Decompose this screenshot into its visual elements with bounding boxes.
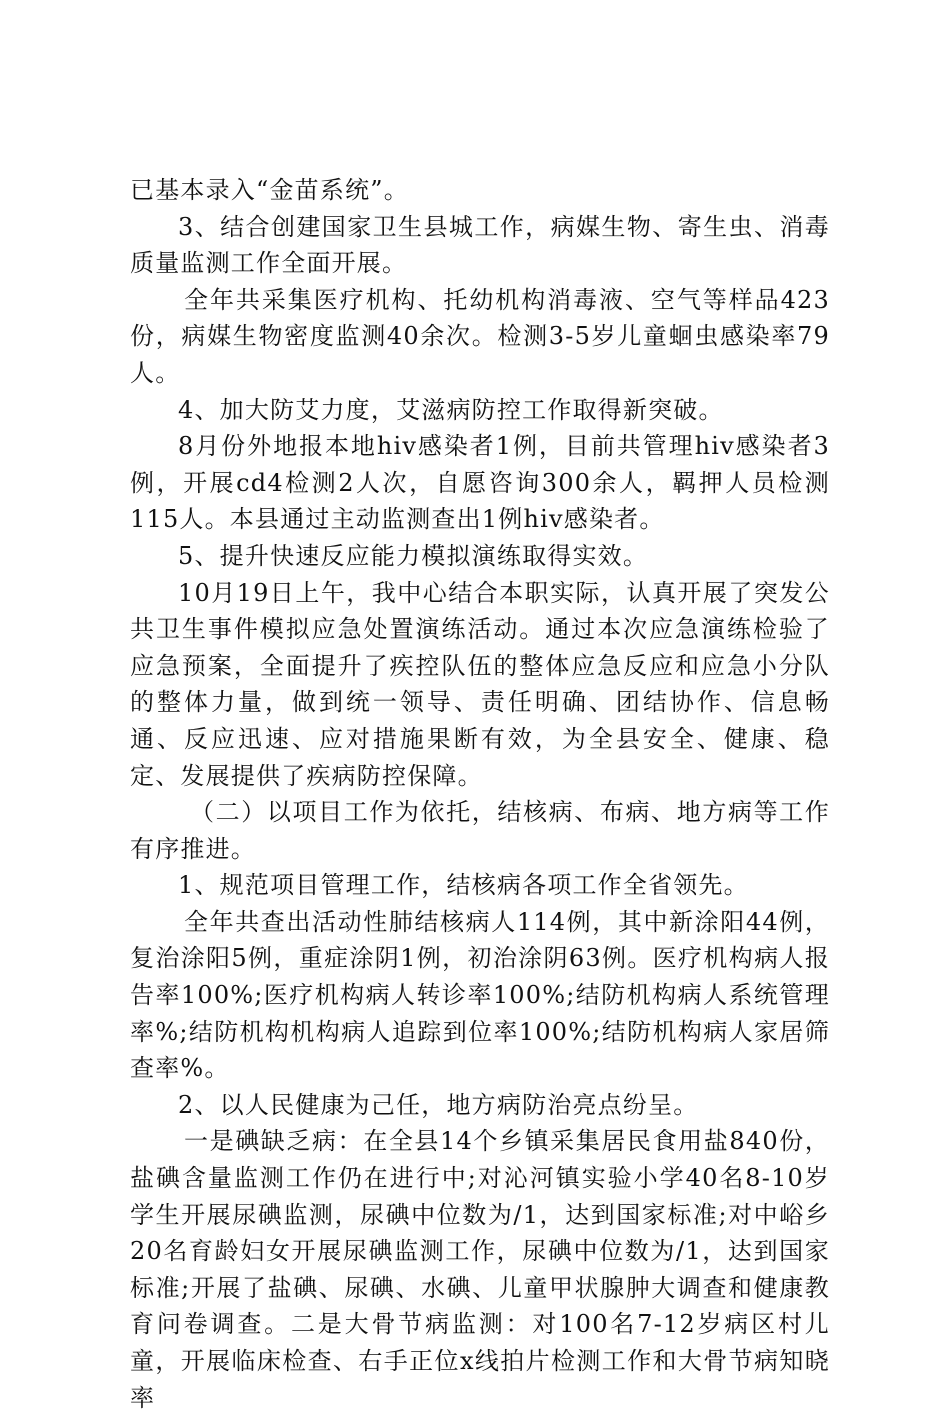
paragraph-sampling: 全年共采集医疗机构、托幼机构消毒液、空气等样品423份，病媒生物密度监测40余次。检测3-5岁儿童蛔虫感染率79人。 bbox=[130, 285, 830, 387]
paragraph-tb: 全年共查出活动性肺结核病人114例，其中新涂阳44例，复治涂阳5例，重症涂阴1例，初治涂阴63例。医疗机构病人报告率100%;医疗机构病人转诊率100%;结防机构病人系统管理率%;结防机构机构病人追踪到位率100%;结防机构病人家居筛查率%。 bbox=[130, 907, 830, 1083]
paragraph-iodine: 一是碘缺乏病：在全县14个乡镇采集居民食用盐840份，盐碘含量监测工作仍在进行中;对沁河镇实验小学40名8-10岁学生开展尿碘监测，尿碘中位数为/1，达到国家标准;对中峪乡20名育龄妇女开展尿碘监测工作，尿碘中位数为/1，达到国家标准;开展了盐碘、尿碘、水碘、儿童甲状腺肿大调查和健康教育问卷调查。二是大骨节病监测：对100名7-12岁病区村儿童，开展临床检查、右手正位x线拍片检测工作和大骨节病知晓率 bbox=[130, 1127, 830, 1412]
paragraph-section-2: （二）以项目工作为依托，结核病、布病、地方病等工作有序推进。 bbox=[130, 798, 830, 863]
paragraph-heading-4: 4、加大防艾力度，艾滋病防控工作取得新突破。 bbox=[178, 395, 724, 424]
paragraph-heading-5: 5、提升快速反应能力模拟演练取得实效。 bbox=[178, 541, 649, 570]
document-body bbox=[130, 172, 830, 1416]
paragraph-heading-3: 3、结合创建国家卫生县城工作，病媒生物、寄生虫、消毒质量监测工作全面开展。 bbox=[130, 212, 830, 278]
paragraph-drill: 10月19日上午，我中心结合本职实际，认真开展了突发公共卫生事件模拟应急处置演练活动。通过本次应急演练检验了应急预案，全面提升了疾控队伍的整体应急反应和应急小分队的整体力量，做到统一领导、责任明确、团结协作、信息畅通、反应迅速、应对措施果断有效，为全县安全、健康、稳定、发展提供了疾病防控保障。 bbox=[130, 578, 830, 790]
paragraph-hiv: 8月份外地报本地hiv感染者1例，目前共管理hiv感染者3例，开展cd4检测2人次，自愿咨询300余人，羁押人员检测115人。本县通过主动监测查出1例hiv感染者。 bbox=[130, 432, 830, 534]
paragraph-heading-endemic: 2、以人民健康为己任，地方病防治亮点纷呈。 bbox=[178, 1090, 699, 1119]
paragraph-continuation: 已基本录入“金苗系统”。 bbox=[130, 176, 409, 204]
paragraph-heading-tb: 1、规范项目管理工作，结核病各项工作全省领先。 bbox=[178, 871, 749, 900]
